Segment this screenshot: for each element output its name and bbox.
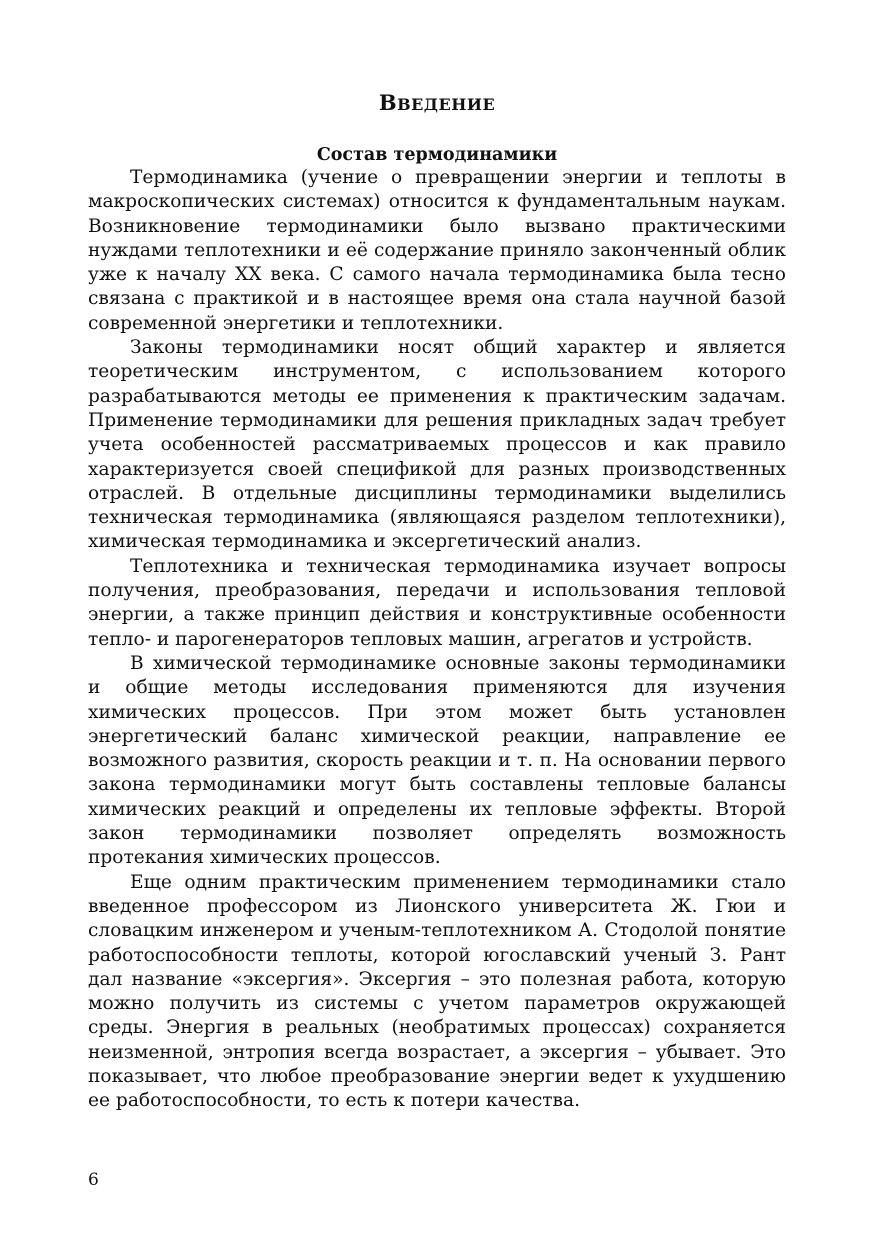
paragraph-4: В химической термодинамике основные законы термодинамики и общие методы исследования применяются для изучения химических процессов. При этом может быть установлен энергетический баланс химической реакции, направление ее возможного развития, скорость реакции и т. п. На основании первого закона термодинамики могут быть составлены тепловые балансы химических реакций и определены их тепловые эффекты. Второй закон термодинамики позволяет определять возможность протекания химических процессов. (88, 652, 786, 869)
section-title: Состав термодинамики (316, 145, 558, 165)
chapter-title-initial: В (378, 90, 398, 115)
document-page (88, 0, 786, 1240)
paragraph-5: Еще одним практическим применением термодинамики стало введенное профессором из Лионского университета Ж. Гюи и словацким инженером и ученым-теплотехником А. Стодолой понятие работоспособности теплоты, которой югославский ученый З. Рант дал название «эксергия». Эксергия – это полезная работа, которую можно получить из системы с учетом параметров окружающей среды. Энергия в реальных (необратимых процессах) сохраняется неизменной, энтропия всегда возрастает, а эксергия – убывает. Это показывает, что любое преобразование энергии ведет к ухудшению ее работоспособности, то есть к потери качества. (88, 871, 786, 1112)
paragraph-2: Законы термодинамики носят общий характер и является теоретическим инструментом, с использованием которого разрабатываются методы ее применения к практическим задачам. Применение термодинамики для решения прикладных задач требует учета особенностей рассматриваемых процессов и как правило характеризуется своей спецификой для разных производственных отраслей. В отдельные дисциплины термодинамики выделились техническая термодинамика (являющаяся разделом теплотехники), химическая термодинамика и эксергетический анализ. (88, 337, 786, 553)
paragraph-1: Термодинамика (учение о превращении энергии и теплоты в макроскопических системах) относится к фундаментальным наукам. Возникновение термодинамики было вызвано практическими нуждами теплотехники и её содержание приняло законченный облик уже к началу XX века. С самого начала термодинамика была тесно связана с практикой и в настоящее время она стала научной базой современной энергетики и теплотехники. (88, 167, 786, 334)
paragraph-3: Теплотехника и техническая термодинамика изучает вопросы получения, преобразования, передачи и использования тепловой энергии, а также принцип действия и конструктивные особенности тепло- и парогенераторов тепловых машин, агрегатов и устройств. (88, 555, 786, 650)
chapter-title (88, 90, 786, 115)
body-text (88, 166, 786, 1114)
page-number: 6 (88, 1170, 99, 1190)
chapter-title-rest: ВЕДЕНИЕ (397, 95, 496, 114)
